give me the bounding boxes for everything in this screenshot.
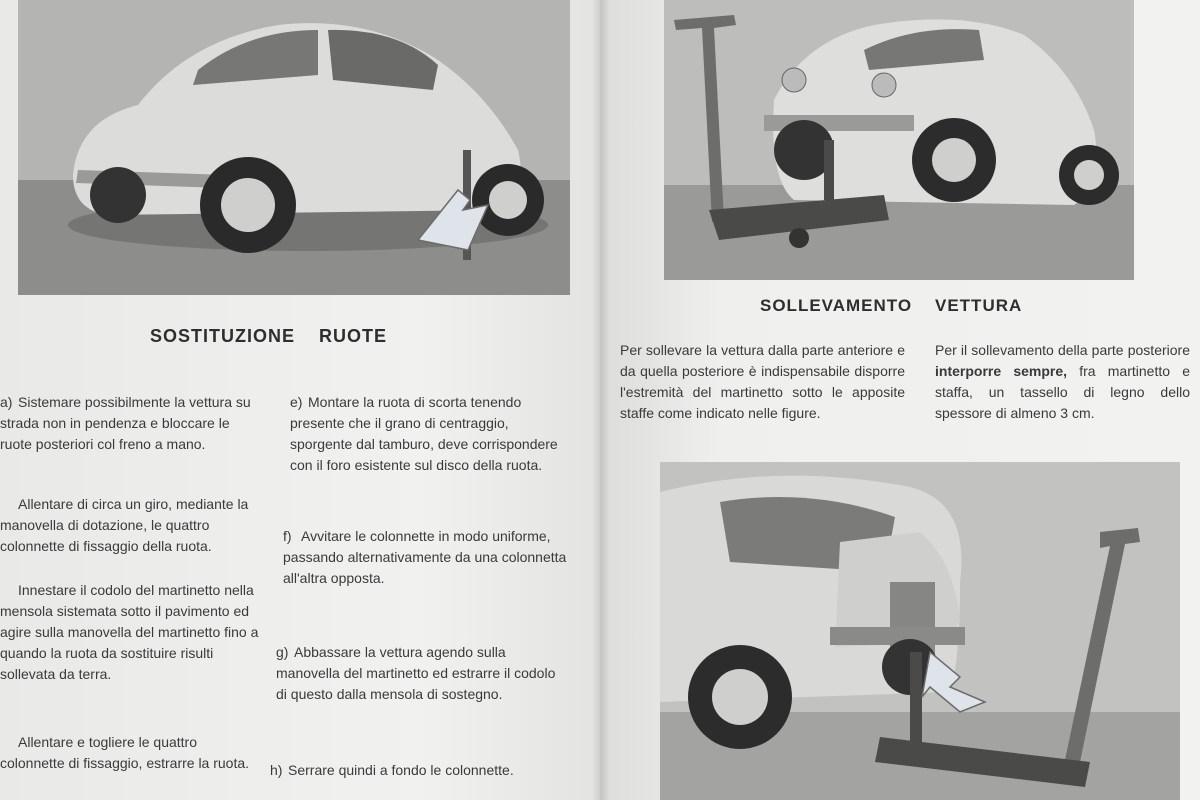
step-label: g) xyxy=(276,644,289,660)
step-f xyxy=(283,526,568,589)
step-text: Allentare e togliere le quattro colonnette di fissaggio, estrarre la ruota. xyxy=(0,734,250,771)
step-d xyxy=(0,732,260,774)
step-label: e) xyxy=(290,394,303,410)
step-e xyxy=(290,392,572,476)
note-text-a: Per il sollevamento della parte posteriore xyxy=(935,342,1190,358)
step-text: Avvitare le colonnette in modo uniforme, passando alternativamente da una colonnetta all'altra opposta. xyxy=(283,528,567,586)
step-label: h) xyxy=(270,762,283,778)
right-page xyxy=(600,0,1200,800)
step-text: Montare la ruota di scorta tenendo presente che il grano di centraggio, sporgente dal tamburo, deve corrispondere con il foro esistente sul disco della ruota. xyxy=(290,394,558,473)
step-text: Innestare il codolo del martinetto nella mensola sistemata sotto il pavimento ed agire sulla manovella del martinetto fino a quando la ruota da sostituire risulti sollevata da terra. xyxy=(0,582,259,682)
lifting-instructions: Per sollevare la vettura dalla parte anteriore e da quella posteriore è indispensabile disporre l'estremità del martinetto sotto le apposite staffe come indicato nelle figure. xyxy=(620,342,905,421)
step-text: Abbassare la vettura agendo sulla manovella del martinetto ed estrarre il codolo di questo dalla mensola di sostegno. xyxy=(276,644,556,702)
step-text: Serrare quindi a fondo le colonnette. xyxy=(288,762,514,778)
photo-car-rear-lift xyxy=(660,462,1180,800)
step-g xyxy=(276,642,566,705)
photo-car-front-lift xyxy=(664,0,1134,280)
step-text: Allentare di circa un giro, mediante la manovella di dotazione, le quattro colonnette di fissaggio della ruota. xyxy=(0,496,249,554)
section-heading-wheel-change: SOSTITUZIONE RUOTE xyxy=(150,326,388,346)
photo-car-side-jack xyxy=(18,0,570,295)
section-heading-lifting: SOLLEVAMENTO VETTURA xyxy=(760,296,1023,315)
step-text: Sistemare possibilmente la vettura su strada non in pendenza e bloccare le ruote posteriori col freno a mano. xyxy=(0,394,251,452)
note-text-b: fra martinetto e staffa, un tassello di legno dello spessore di almeno 3 cm. xyxy=(935,363,1190,421)
step-c xyxy=(0,580,260,685)
step-h xyxy=(270,760,565,781)
rear-lift-note xyxy=(935,340,1190,424)
step-label: f) xyxy=(283,528,292,544)
step-label: a) xyxy=(0,394,13,410)
book-gutter xyxy=(592,0,610,800)
step-b xyxy=(0,494,260,557)
note-emphasis: interporre sempre, xyxy=(935,363,1068,379)
step-a xyxy=(0,392,260,455)
